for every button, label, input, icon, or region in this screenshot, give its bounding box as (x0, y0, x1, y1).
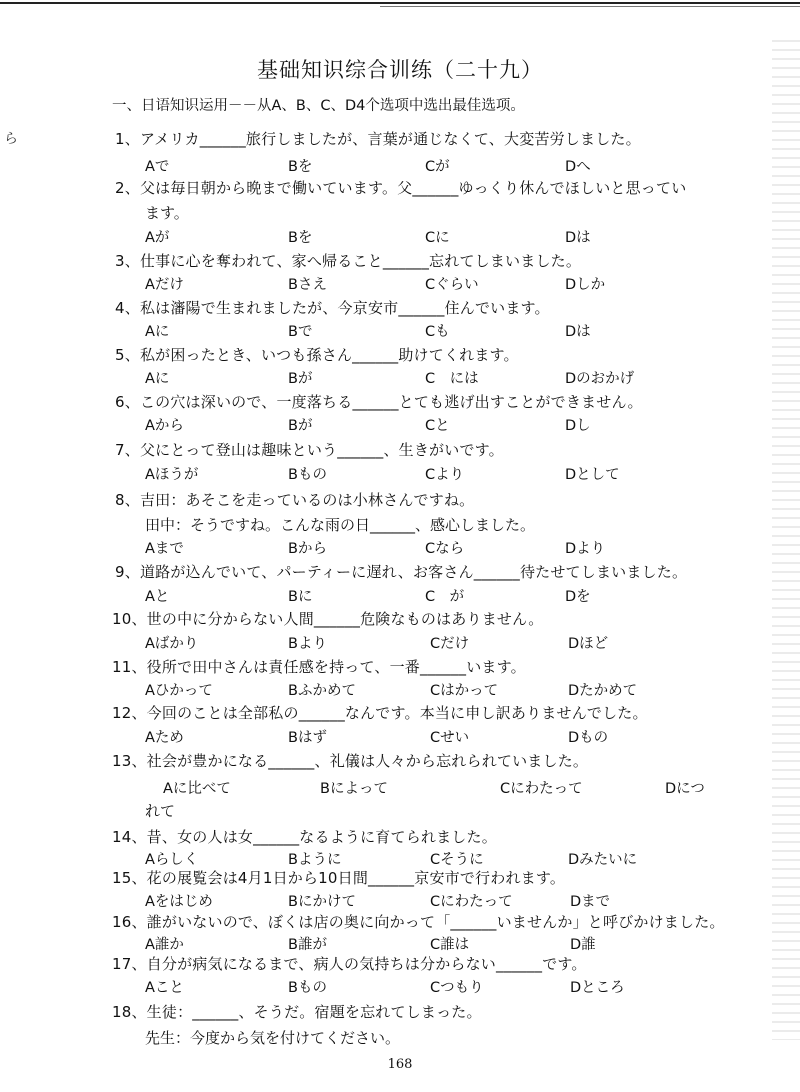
answer-option-c: Cと (425, 418, 450, 434)
answer-option-c: Cはかって (430, 683, 499, 699)
answer-option-c: Cに (425, 230, 450, 246)
question-text: 10、世の中に分からない人間______危険なものはありません。 (112, 610, 544, 628)
question-text: 2、父は毎日朝から晩まで働いています。父______ゆっくり休んでほしいと思ってい (115, 179, 687, 197)
answer-option-d: Dまで (570, 894, 611, 910)
question-text: 4、私は瀋陽で生まれましたが、今京安市______住んでいます。 (115, 299, 550, 317)
answer-option-b: Bで (288, 324, 313, 340)
answer-option-a: Aで (145, 159, 170, 175)
answer-option-d: Dより (565, 541, 606, 557)
answer-option-d: Dのおかげ (565, 371, 635, 387)
answer-option-a: Aばかり (145, 636, 199, 652)
question-text: 3、仕事に心を奪われて、家へ帰ること______忘れてしまいました。 (115, 252, 582, 270)
answer-option-b: Bが (288, 371, 313, 387)
answer-option-a: Aこと (145, 980, 184, 996)
answer-option-b: B誰が (288, 937, 327, 953)
answer-option-b: Bが (288, 418, 313, 434)
answer-option-d: Dとして (565, 467, 620, 483)
answer-option-d: Dし (565, 418, 591, 434)
top-rule-secondary (380, 6, 800, 7)
answer-option-d: Dほど (568, 636, 609, 652)
answer-option-a: Aまで (145, 541, 184, 557)
answer-option-d: Dもの (568, 730, 609, 746)
answer-option-b: Bを (288, 159, 313, 175)
answer-option-d: Dにつ (665, 781, 705, 797)
answer-option-b: Bに (288, 589, 313, 605)
answer-option-b: Bさえ (288, 277, 327, 293)
answer-option-d: Dしか (565, 277, 606, 293)
question-text: 14、昔、女の人は女______なるように育てられました。 (112, 828, 497, 846)
question-continuation: ます。 (145, 204, 189, 222)
question-text: 12、今回のことは全部私の______なんです。本当に申し訳ありませんでした。 (112, 704, 648, 722)
answer-option-a: A誰か (145, 937, 184, 953)
answer-option-c: C が (425, 589, 465, 605)
answer-option-a: Aをはじめ (145, 894, 213, 910)
answer-option-d: Dところ (570, 980, 625, 996)
answer-option-a: Aひかって (145, 683, 213, 699)
answer-option-a: Aが (145, 230, 170, 246)
question-text: 13、社会が豊かになる______、礼儀は人々から忘れられていました。 (112, 752, 589, 770)
question-text: 17、自分が病気になるまで、病人の気持ちは分からない______です。 (112, 955, 587, 973)
answer-option-d: Dたかめて (568, 683, 638, 699)
page-number: 168 (387, 1057, 413, 1072)
question-text: 9、道路が込んでいて、パーティーに遅れ、お客さん______待たせてしまいました。 (115, 563, 688, 581)
answer-option-c: Cも (425, 324, 450, 340)
answer-option-b: Bように (288, 852, 342, 868)
answer-option-d: D誰 (570, 937, 596, 953)
answer-option-c: C には (425, 371, 479, 387)
answer-option-b: Bから (288, 541, 327, 557)
question-text: 18、生徒：______、そうだ。宿題を忘れてしまった。 (112, 1003, 482, 1021)
answer-option-c: Cにわたって (500, 781, 583, 797)
answer-option-a: Aに (145, 371, 170, 387)
question-text: 11、役所で田中さんは責任感を持って、一番______います。 (112, 658, 526, 676)
answer-option-a: Aと (145, 589, 170, 605)
answer-option-d: Dみたいに (568, 852, 638, 868)
answer-option-b: Bふかめて (288, 683, 356, 699)
question-text: 7、父にとって登山は趣味という______、生きがいです。 (115, 441, 504, 459)
answer-option-c: Cにわたって (430, 894, 513, 910)
question-text: 6、この穴は深いので、一度落ちる______とても逃げ出すことができません。 (115, 393, 643, 411)
answer-option-a: Aに (145, 324, 170, 340)
answer-option-d: Dを (565, 589, 591, 605)
answer-option-c: Cが (425, 159, 450, 175)
answer-option-a: Aため (145, 730, 184, 746)
top-rule (0, 2, 800, 4)
question-text: 8、吉田：あそこを走っているのは小林さんですね。 (115, 491, 475, 509)
answer-option-b: Bはず (288, 730, 327, 746)
section-instruction: 一、日语知识运用－－从A、B、C、D4个选项中选出最佳选项。 (112, 98, 525, 114)
answer-option-c: Cより (425, 467, 465, 483)
answer-option-b: Bもの (288, 467, 327, 483)
question-continuation: 先生：今度から気を付けてください。 (145, 1029, 401, 1047)
margin-character: ら (4, 131, 18, 147)
answer-option-c: Cなら (425, 541, 465, 557)
answer-option-b: Bより (288, 636, 327, 652)
answer-option-d: Dは (565, 324, 591, 340)
answer-option-a: Aだけ (145, 277, 184, 293)
answer-option-a: Aらしく (145, 852, 199, 868)
answer-option-a: Aから (145, 418, 184, 434)
question-continuation: 田中：そうですね。こんな雨の日______、感心しました。 (145, 516, 536, 534)
answer-option-d: Dへ (565, 159, 591, 175)
answer-option-b: Bもの (288, 980, 327, 996)
answer-option-b: Bを (288, 230, 313, 246)
answer-option-c: Cそうに (430, 852, 484, 868)
answer-option-a: Aほうが (145, 467, 199, 483)
question-text: 1、アメリカ______旅行しましたが、言葉が通じなくて、大変苦労しました。 (115, 130, 641, 148)
question-text: 16、誰がいないので、ぼくは店の奥に向かって「______いませんか」と呼びかけました。 (112, 913, 725, 931)
option-wrap-continuation: れて (145, 802, 176, 820)
scan-edge-noise (772, 40, 800, 1040)
answer-option-d: Dは (565, 230, 591, 246)
page-title: 基础知识综合训练（二十九） (257, 58, 543, 82)
answer-option-c: Cぐらい (425, 277, 479, 293)
answer-option-c: Cせい (430, 730, 470, 746)
answer-option-c: C誰は (430, 937, 470, 953)
answer-option-c: Cだけ (430, 636, 470, 652)
answer-option-c: Cつもり (430, 980, 484, 996)
question-text: 15、花の展覧会は4月1日から10日間______京安市で行われます。 (112, 869, 566, 887)
answer-option-a: Aに比べて (163, 781, 231, 797)
answer-option-b: Bによって (320, 781, 388, 797)
question-text: 5、私が困ったとき、いつも孫さん______助けてくれます。 (115, 346, 519, 364)
answer-option-b: Bにかけて (288, 894, 356, 910)
